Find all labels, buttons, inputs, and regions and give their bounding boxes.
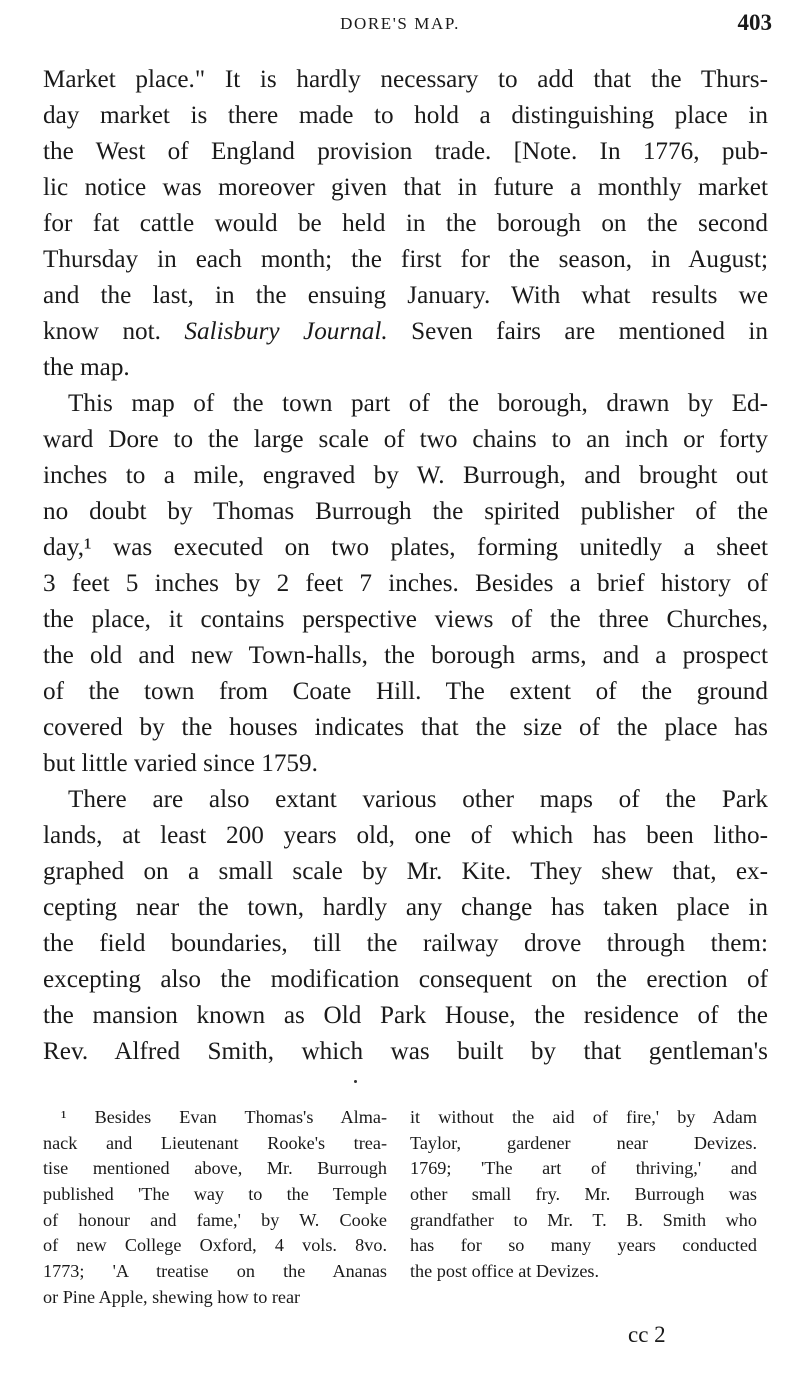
page-number: 403	[737, 10, 772, 35]
body-line: and the last, in the ensuing January. With what results we	[43, 282, 768, 309]
footnote-line: of new College Oxford, 4 vols. 8vo.	[43, 1235, 387, 1256]
body-text	[43, 62, 768, 1070]
footnote-line: Taylor, gardener near Devizes.	[410, 1132, 757, 1153]
body-line: Rev. Alfred Smith, which was built by that gentleman's	[43, 1038, 768, 1065]
body-line: Thursday in each month; the first for the season, in August;	[43, 246, 768, 273]
printer-dot	[354, 1080, 357, 1083]
body-line: Market place." It is hardly necessary to add that the Thurs-	[43, 66, 768, 93]
footnote-line: the post office at Devizes.	[410, 1261, 600, 1282]
body-line: for fat cattle would be held in the borough on the second	[43, 210, 768, 237]
footnote-line: has for so many years conducted	[410, 1235, 757, 1256]
footnote-line: of honour and fame,' by W. Cooke	[43, 1209, 387, 1230]
body-line: There are also extant various other maps of the Park	[68, 786, 768, 813]
body-line: the mansion known as Old Park House, the residence of the	[43, 1002, 768, 1029]
body-line: covered by the houses indicates that the size of the place has	[43, 714, 768, 741]
footnote-line: ¹ Besides Evan Thomas's Alma-	[61, 1107, 387, 1127]
footnote-column-left	[43, 1105, 387, 1311]
body-line: excepting also the modification consequent on the erection of	[43, 966, 768, 993]
running-title: DORE'S MAP.	[340, 14, 460, 33]
footnote-column-right	[410, 1105, 757, 1285]
body-line: the West of England provision trade. [Note. In 1776, pub-	[43, 138, 768, 165]
footnote-line: or Pine Apple, shewing how to rear	[43, 1286, 301, 1307]
body-line: 3 feet 5 inches by 2 feet 7 inches. Besides a brief history of	[43, 570, 768, 597]
footnote-line: 1769; 'The art of thriving,' and	[410, 1158, 757, 1179]
footnote-line: grandfather to Mr. T. B. Smith who	[410, 1209, 757, 1230]
body-line: This map of the town part of the borough, drawn by Ed-	[68, 390, 768, 417]
body-line: ward Dore to the large scale of two chains to an inch or forty	[43, 426, 768, 453]
running-head	[0, 10, 800, 40]
body-line: no doubt by Thomas Burrough the spirited publisher of the	[43, 498, 768, 525]
footnote-line: other small fry. Mr. Burrough was	[410, 1184, 757, 1205]
body-line: the old and new Town-halls, the borough arms, and a prospect	[43, 642, 768, 669]
footnote-line: it without the aid of fire,' by Adam	[410, 1107, 757, 1127]
body-line: the field boundaries, till the railway drove through them:	[43, 930, 768, 957]
body-line: inches to a mile, engraved by W. Burrough, and brought out	[43, 462, 768, 489]
italic-title: Salisbury Journal.	[184, 318, 388, 345]
body-line: lic notice was moreover given that in future a monthly market	[43, 174, 768, 201]
body-line: lands, at least 200 years old, one of which has been litho-	[43, 822, 768, 849]
footnote-line: nack and Lieutenant Rooke's trea-	[43, 1132, 387, 1153]
footnote-line: 1773; 'A treatise on the Ananas	[43, 1261, 387, 1282]
body-line: of the town from Coate Hill. The extent of the ground	[43, 678, 768, 705]
body-line: day market is there made to hold a distinguishing place in	[43, 102, 768, 129]
body-line: the map.	[43, 354, 130, 381]
body-line: cepting near the town, hardly any change has taken place in	[43, 894, 768, 921]
body-line: day,¹ was executed on two plates, forming unitedly a sheet	[43, 534, 768, 561]
footnote-line: published 'The way to the Temple	[43, 1184, 387, 1205]
body-line: the place, it contains perspective views of the three Churches,	[43, 606, 768, 633]
body-line: but little varied since 1759.	[43, 750, 318, 777]
body-line: know not. Salisbury Journal. Seven fairs are mentioned in	[43, 318, 769, 345]
body-line: graphed on a small scale by Mr. Kite. They shew that, ex-	[43, 858, 768, 885]
signature-mark: cc 2	[628, 1322, 666, 1347]
footnote-line: tise mentioned above, Mr. Burrough	[43, 1158, 387, 1179]
